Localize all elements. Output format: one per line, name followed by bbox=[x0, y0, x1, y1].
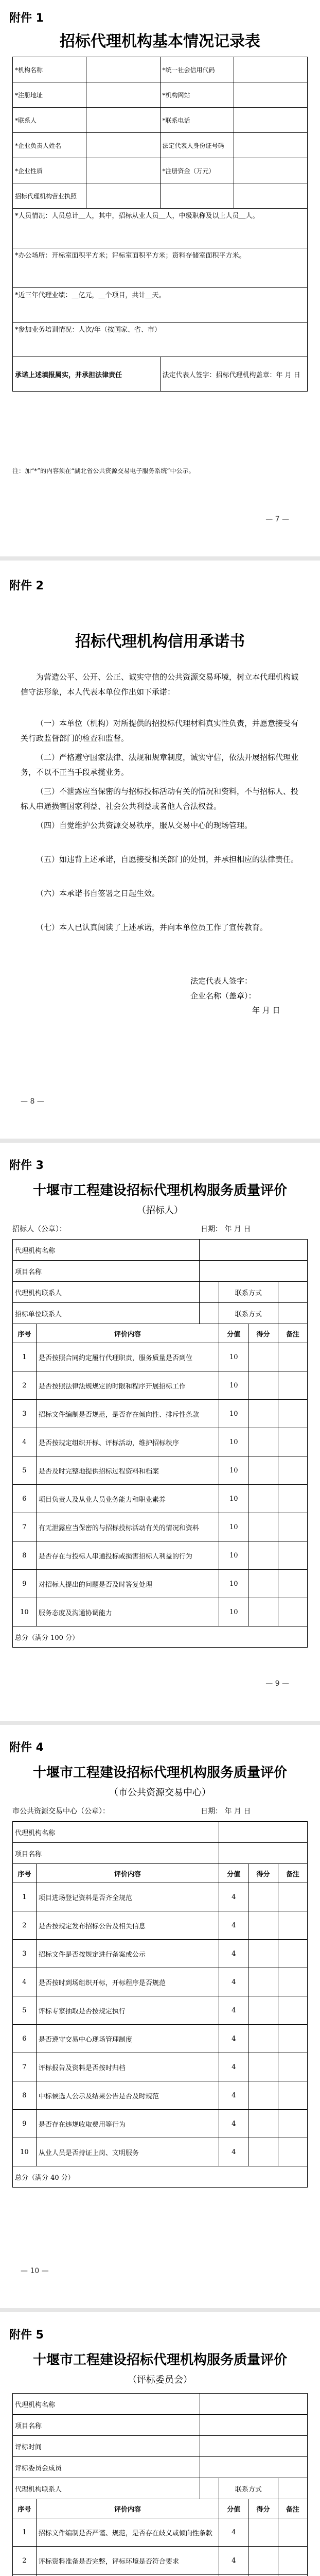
total-label: 总分（满分 100 分） bbox=[13, 1626, 308, 1648]
header-info-row bbox=[13, 2415, 308, 2436]
table-row bbox=[13, 2138, 308, 2166]
signature-line: 企业名称（盖章）： bbox=[190, 991, 256, 1001]
item-score-input[interactable] bbox=[248, 2025, 278, 2053]
page-title: 招标代理机构基本情况记录表 bbox=[60, 32, 260, 50]
annex-label: 附件 4 bbox=[9, 1741, 44, 1754]
annex-label: 附件 2 bbox=[9, 580, 44, 592]
field-value bbox=[200, 2415, 308, 2436]
item-number: 2 bbox=[13, 1371, 37, 1400]
column-header: 评价内容 bbox=[36, 2499, 219, 2518]
item-description: 是否按规定组织开标、评标活动，维护招标秩序 bbox=[36, 1428, 219, 1456]
item-number: 5 bbox=[13, 1456, 37, 1485]
item-remark[interactable] bbox=[278, 1428, 307, 1456]
table-row bbox=[13, 1911, 308, 1940]
item-number: 1 bbox=[13, 1343, 37, 1371]
item-score-input[interactable] bbox=[248, 1911, 278, 1940]
item-score-max: 4 bbox=[219, 2053, 248, 2081]
table-row bbox=[13, 1996, 308, 2025]
field-value bbox=[278, 2478, 307, 2499]
item-score-max: 4 bbox=[219, 1996, 248, 2025]
table-row bbox=[13, 1343, 308, 1371]
item-number: 5 bbox=[13, 1996, 37, 2025]
field-value bbox=[200, 2457, 308, 2478]
page-break bbox=[0, 2308, 320, 2312]
item-remark[interactable] bbox=[278, 1598, 307, 1626]
item-score-input[interactable] bbox=[248, 1883, 278, 1911]
table-row bbox=[13, 2053, 308, 2081]
table-row bbox=[13, 1400, 308, 1428]
commitment-paragraph: （四）自觉维护公共资源交易秩序，服从交易中心的现场管理。 bbox=[36, 821, 253, 830]
commitment-paragraph: （六）本承诺书自签署之日起生效。 bbox=[36, 889, 160, 898]
field-value bbox=[200, 2478, 219, 2499]
item-description: 招标文件是否按规定进行备案或公示 bbox=[36, 1940, 219, 1968]
column-header: 备注 bbox=[278, 2499, 307, 2518]
item-remark[interactable] bbox=[278, 1456, 307, 1485]
info-row bbox=[13, 57, 308, 82]
field-label: 项目名称 bbox=[13, 2415, 200, 2436]
commitment-paragraph: 为营造公平、公开、公正、诚实守信的公共资源交易环境，树立本代理机构诚信守法形象，本人代表本单位作出如下承诺： bbox=[21, 672, 299, 697]
field-label: *统一社会信用代码 bbox=[160, 57, 234, 82]
page-title: 十堰市工程建设招标代理机构服务质量评价 bbox=[32, 2352, 287, 2368]
item-score-max: 4 bbox=[219, 1883, 248, 1911]
item-remark[interactable] bbox=[278, 2547, 307, 2575]
field-value bbox=[234, 183, 307, 209]
commitment-paragraph: （五）如违背上述承诺，自愿接受相关部门的处罚，并承担相应的法律责任。 bbox=[36, 855, 299, 864]
item-score-max: 10 bbox=[219, 1371, 248, 1400]
item-number: 2 bbox=[13, 2547, 37, 2575]
item-number: 2 bbox=[13, 1911, 37, 1940]
header-info-row bbox=[13, 1843, 308, 1864]
item-description: 项目负责人及从业人员业务能力和职业素养 bbox=[36, 1485, 219, 1513]
item-score-max: 10 bbox=[219, 1485, 248, 1513]
item-description: 中标候选人公示及结果公告是否及时规范 bbox=[36, 2081, 219, 2110]
field-value bbox=[86, 183, 160, 209]
field-value bbox=[199, 1303, 219, 1324]
item-score-max: 10 bbox=[219, 1570, 248, 1598]
table-row bbox=[13, 1456, 308, 1485]
commitment-paragraph: （七）本人已认真阅读了上述承诺，并向本单位员工作了宣传教育。 bbox=[36, 923, 268, 932]
header-info-row bbox=[13, 1282, 308, 1303]
item-score-max: 10 bbox=[219, 1428, 248, 1456]
table-row bbox=[13, 2025, 308, 2053]
field-value bbox=[86, 133, 160, 158]
item-description: 是否按规定发布招标公告及相关信息 bbox=[36, 1911, 219, 1940]
training-cell: *参加业务培训情况：人次/年（按国家、省、市） bbox=[13, 323, 308, 357]
column-header: 分值 bbox=[219, 2499, 248, 2518]
item-description: 是否存在与投标人串通投标或损害招标人利益的行为 bbox=[36, 1541, 219, 1570]
item-score-input[interactable] bbox=[248, 2138, 278, 2166]
table-row bbox=[13, 1428, 308, 1456]
item-score-input[interactable] bbox=[248, 1400, 278, 1428]
item-description: 是否及时完整地提供招标过程资料和档案 bbox=[36, 1456, 219, 1485]
item-score-max: 4 bbox=[219, 2025, 248, 2053]
field-value bbox=[199, 1240, 307, 1261]
column-header-row bbox=[13, 1864, 308, 1883]
field-value bbox=[234, 82, 307, 108]
page-subtitle: （招标人） bbox=[137, 1205, 183, 1216]
item-score-max: 10 bbox=[219, 1513, 248, 1541]
commitment-paragraph: （三）不泄露应当保密的与招标投标活动有关的情况和资料，不与招标人、投标人串通损害国家利益、社会公共利益或者他人合法权益。 bbox=[21, 787, 299, 811]
field-label: *联系电话 bbox=[160, 108, 234, 133]
page-number: — 9 — bbox=[265, 1680, 289, 1688]
item-score-max: 4 bbox=[219, 2081, 248, 2110]
item-score-max: 4 bbox=[219, 2518, 248, 2547]
item-description: 服务态度及沟通协调能力 bbox=[36, 1598, 219, 1626]
item-score-input[interactable] bbox=[248, 1968, 278, 1996]
item-score-input[interactable] bbox=[248, 2518, 278, 2547]
table-row bbox=[13, 2081, 308, 2110]
item-number: 6 bbox=[13, 2025, 37, 2053]
page-title: 十堰市工程建设招标代理机构服务质量评价 bbox=[32, 1765, 287, 1781]
commitment-paragraph: （二）严格遵守国家法律、法规和规章制度，诚实守信，依法开展招标代理业务，不以不正当手段承揽业务。 bbox=[21, 753, 299, 777]
item-number: 8 bbox=[13, 1541, 37, 1570]
field-label: *机构网站 bbox=[160, 82, 234, 108]
column-header: 序号 bbox=[13, 1324, 37, 1343]
item-remark[interactable] bbox=[278, 1343, 307, 1371]
item-remark[interactable] bbox=[278, 1883, 307, 1911]
meta-left: 招标人（公章）： bbox=[12, 1225, 66, 1233]
table-row bbox=[13, 1598, 308, 1626]
item-number: 9 bbox=[13, 1570, 37, 1598]
item-score-input[interactable] bbox=[248, 1598, 278, 1626]
item-score-max: 10 bbox=[219, 1343, 248, 1371]
field-label: 评标委员会成员 bbox=[13, 2457, 200, 2478]
table-row bbox=[13, 1513, 308, 1541]
page-break bbox=[0, 1139, 320, 1143]
column-header: 得分 bbox=[248, 1324, 278, 1343]
item-score-input[interactable] bbox=[248, 1513, 278, 1541]
column-header: 得分 bbox=[248, 2499, 278, 2518]
item-number: 8 bbox=[13, 2081, 37, 2110]
table-row bbox=[13, 2110, 308, 2138]
item-description: 评标报告及资料是否按时归档 bbox=[36, 2053, 219, 2081]
field-label: 联系方式 bbox=[219, 1303, 278, 1324]
evaluation-table bbox=[12, 1239, 308, 1648]
page-subtitle: （市公共资源交易中心） bbox=[109, 1787, 211, 1798]
total-row bbox=[13, 1626, 308, 1648]
field-label: 项目名称 bbox=[13, 1843, 219, 1864]
item-description: 招标文件编制是否规范，是否存在倾向性、排斥性条款 bbox=[36, 1400, 219, 1428]
field-label: *注册地址 bbox=[13, 82, 86, 108]
field-value bbox=[234, 133, 307, 158]
meta-right: 日期： 年 月 日 bbox=[201, 1807, 251, 1816]
item-remark[interactable] bbox=[278, 1570, 307, 1598]
header-info-row bbox=[13, 2394, 308, 2415]
item-number: 9 bbox=[13, 2110, 37, 2138]
page-title: 招标代理机构信用承诺书 bbox=[75, 633, 245, 651]
page-break bbox=[0, 1721, 320, 1725]
item-number: 10 bbox=[13, 1598, 37, 1626]
annex-label: 附件 1 bbox=[9, 12, 44, 25]
commitment-cell: 承诺上述填报属实，并承担法律责任 bbox=[13, 357, 161, 392]
field-value bbox=[86, 108, 160, 133]
item-score-input[interactable] bbox=[248, 1485, 278, 1513]
item-remark[interactable] bbox=[278, 2110, 307, 2138]
item-description: 是否存在违规收取费用等行为 bbox=[36, 2110, 219, 2138]
item-remark[interactable] bbox=[278, 1400, 307, 1428]
table-row bbox=[13, 1541, 308, 1570]
field-value bbox=[200, 2436, 308, 2457]
column-header: 评价内容 bbox=[36, 1324, 219, 1343]
item-score-input[interactable] bbox=[248, 1428, 278, 1456]
item-number: 4 bbox=[13, 1968, 37, 1996]
item-score-input[interactable] bbox=[248, 1541, 278, 1570]
item-score-input[interactable] bbox=[248, 1940, 278, 1968]
item-number: 10 bbox=[13, 2138, 37, 2166]
meta-right: 日期： 年 月 日 bbox=[201, 1225, 251, 1233]
item-remark[interactable] bbox=[278, 2025, 307, 2053]
item-number: 3 bbox=[13, 1940, 37, 1968]
field-label: 代理机构名称 bbox=[13, 1240, 200, 1261]
annex-label: 附件 5 bbox=[9, 2329, 44, 2342]
page-subtitle: （评标委员会） bbox=[128, 2375, 192, 2385]
total-row bbox=[13, 2166, 308, 2188]
cases-cell: *近三年代理业绩：＿亿元，＿个项目，共计＿天。 bbox=[13, 288, 308, 323]
field-label: 代理机构名称 bbox=[13, 2394, 200, 2415]
item-description: 项目进场登记资料是否齐全规范 bbox=[36, 1883, 219, 1911]
item-score-input[interactable] bbox=[248, 1456, 278, 1485]
field-label: 招标代理机构营业执照 bbox=[13, 183, 86, 209]
info-row bbox=[13, 108, 308, 133]
item-number: 1 bbox=[13, 1883, 37, 1911]
info-row bbox=[13, 158, 308, 183]
commitment-paragraph: （一）本单位（机构）对所提供的招投标代理材料真实性负责，并愿意接受有关行政监督部门的检查和监督。 bbox=[21, 719, 299, 743]
item-score-max: 4 bbox=[219, 1968, 248, 1996]
item-remark[interactable] bbox=[278, 1541, 307, 1570]
field-label: 联系方式 bbox=[219, 2478, 278, 2499]
column-header: 序号 bbox=[13, 1864, 37, 1883]
table-row bbox=[13, 1371, 308, 1400]
item-description: 有无泄露应当保密的与招标投标活动有关的情况和资料 bbox=[36, 1513, 219, 1541]
field-value bbox=[234, 108, 307, 133]
item-score-input[interactable] bbox=[248, 1996, 278, 2025]
item-number: 4 bbox=[13, 1428, 37, 1456]
item-score-max: 10 bbox=[219, 1541, 248, 1570]
item-score-input[interactable] bbox=[248, 2053, 278, 2081]
table-row bbox=[13, 1968, 308, 1996]
item-score-max: 10 bbox=[219, 1400, 248, 1428]
item-score-input[interactable] bbox=[248, 2110, 278, 2138]
meta-left: 市公共资源交易中心（公章）： bbox=[12, 1807, 110, 1816]
signature-date: 年 月 日 bbox=[252, 1006, 280, 1015]
field-value bbox=[278, 1282, 307, 1303]
item-description: 招标文件编制是否严谨、规范，是否存在歧义或倾向性条款 bbox=[36, 2518, 219, 2547]
field-label: 评标时间 bbox=[13, 2436, 200, 2457]
header-info-row bbox=[13, 1261, 308, 1282]
item-remark[interactable] bbox=[278, 1940, 307, 1968]
item-remark[interactable] bbox=[278, 1513, 307, 1541]
page-number: — 8 — bbox=[21, 1097, 44, 1106]
header-info-row bbox=[13, 1240, 308, 1261]
field-label: 代理机构联系人 bbox=[13, 2478, 200, 2499]
item-score-max: 4 bbox=[219, 1940, 248, 1968]
page-title: 十堰市工程建设招标代理机构服务质量评价 bbox=[32, 1183, 287, 1198]
column-header: 得分 bbox=[248, 1864, 278, 1883]
item-remark[interactable] bbox=[278, 2138, 307, 2166]
field-label: 代理机构名称 bbox=[13, 1822, 219, 1843]
info-row bbox=[13, 133, 308, 158]
table-row bbox=[13, 1883, 308, 1911]
item-number: 1 bbox=[13, 2518, 37, 2547]
table-note: 注：加“*”的内容须在“湖北省公共资源交易电子服务系统”中公示。 bbox=[12, 467, 195, 474]
field-label: 招标单位联系人 bbox=[13, 1303, 200, 1324]
table-row bbox=[13, 1940, 308, 1968]
field-label: *企业负责人姓名 bbox=[13, 133, 86, 158]
field-label: 项目名称 bbox=[13, 1261, 200, 1282]
item-description: 是否按照合同约定履行代理职责，服务质量是否到位 bbox=[36, 1343, 219, 1371]
column-header: 备注 bbox=[278, 1864, 307, 1883]
total-label: 总分（满分 40 分） bbox=[13, 2166, 308, 2188]
page-number: — 7 — bbox=[265, 515, 289, 523]
evaluation-table bbox=[12, 1821, 308, 2188]
field-label: 法定代表人身份证号码 bbox=[160, 133, 234, 158]
column-header-row bbox=[13, 1324, 308, 1343]
column-header: 评价内容 bbox=[36, 1864, 219, 1883]
basic-info-table bbox=[12, 57, 308, 392]
field-value bbox=[234, 57, 307, 82]
header-info-row bbox=[13, 2457, 308, 2478]
signature-cell: 法定代表人签字：招标代理机构盖章：年 月 日 bbox=[160, 357, 308, 392]
item-remark[interactable] bbox=[278, 2053, 307, 2081]
field-label bbox=[160, 183, 234, 209]
field-value bbox=[86, 57, 160, 82]
table-row bbox=[13, 1570, 308, 1598]
item-score-max: 4 bbox=[219, 2138, 248, 2166]
item-description: 是否按照法律法规规定的时限和程序开展招标工作 bbox=[36, 1371, 219, 1400]
signature-line: 法定代表人签字： bbox=[190, 976, 253, 986]
header-info-row bbox=[13, 1822, 308, 1843]
info-row bbox=[13, 82, 308, 108]
item-number: 6 bbox=[13, 1485, 37, 1513]
field-label: *企业性质 bbox=[13, 158, 86, 183]
item-remark[interactable] bbox=[278, 1911, 307, 1940]
column-header: 分值 bbox=[219, 1324, 248, 1343]
field-value bbox=[86, 82, 160, 108]
item-score-max: 4 bbox=[219, 2547, 248, 2575]
item-score-max: 4 bbox=[219, 2110, 248, 2138]
item-score-input[interactable] bbox=[248, 1343, 278, 1371]
item-score-max: 10 bbox=[219, 1598, 248, 1626]
field-value bbox=[200, 2394, 308, 2415]
signature-block bbox=[190, 974, 280, 1018]
field-label: 代理机构联系人 bbox=[13, 1282, 200, 1303]
item-score-input[interactable] bbox=[248, 1371, 278, 1400]
item-remark[interactable] bbox=[278, 1968, 307, 1996]
item-score-max: 10 bbox=[219, 1456, 248, 1485]
field-value bbox=[199, 1261, 307, 1282]
column-header: 分值 bbox=[219, 1864, 248, 1883]
item-number: 3 bbox=[13, 1400, 37, 1428]
field-value bbox=[278, 1303, 307, 1324]
item-description: 是否按时到场组织开标，开标程序是否规范 bbox=[36, 1968, 219, 1996]
page-break bbox=[0, 556, 320, 561]
evaluation-table bbox=[12, 2393, 308, 2576]
field-value bbox=[219, 1843, 308, 1864]
column-header: 备注 bbox=[278, 1324, 307, 1343]
item-score-input[interactable] bbox=[248, 2547, 278, 2575]
header-info-row bbox=[13, 1303, 308, 1324]
item-remark[interactable] bbox=[278, 1371, 307, 1400]
page-number: — 10 — bbox=[21, 2267, 49, 2275]
office-cell: *办公场所：开标室面积平方米；评标室面积平方米；资料存储室面积平方米。 bbox=[13, 248, 308, 288]
item-remark[interactable] bbox=[278, 1485, 307, 1513]
annex-label: 附件 3 bbox=[9, 1159, 44, 1172]
info-row bbox=[13, 183, 308, 209]
item-number: 7 bbox=[13, 1513, 37, 1541]
field-label: *注册资金（万元） bbox=[160, 158, 234, 183]
table-row bbox=[13, 2518, 308, 2547]
field-label: *机构名称 bbox=[13, 57, 86, 82]
item-remark[interactable] bbox=[278, 2081, 307, 2110]
item-description: 评标专家抽取是否按规定执行 bbox=[36, 1996, 219, 2025]
field-value bbox=[86, 158, 160, 183]
field-value bbox=[219, 1822, 308, 1843]
field-label: 联系方式 bbox=[219, 1282, 278, 1303]
item-score-input[interactable] bbox=[248, 2081, 278, 2110]
table-row bbox=[13, 2547, 308, 2575]
table-row bbox=[13, 1485, 308, 1513]
item-remark[interactable] bbox=[278, 2518, 307, 2547]
header-info-row bbox=[13, 2436, 308, 2457]
item-description: 评标资料准备是否完整，评标环境是否符合要求 bbox=[36, 2547, 219, 2575]
item-description: 对招标人提出的问题是否及时答复处理 bbox=[36, 1570, 219, 1598]
field-value bbox=[234, 158, 307, 183]
field-label: *联系人 bbox=[13, 108, 86, 133]
item-description: 从业人员是否持证上岗、文明服务 bbox=[36, 2138, 219, 2166]
field-value bbox=[199, 1282, 219, 1303]
staff-cell: *人员情况：人员总计＿人，其中，招标从业人员＿人，中级职称及以上人员＿人。 bbox=[13, 209, 308, 248]
header-info-row bbox=[13, 2478, 308, 2499]
item-remark[interactable] bbox=[278, 1996, 307, 2025]
item-score-input[interactable] bbox=[248, 1570, 278, 1598]
item-score-max: 4 bbox=[219, 1911, 248, 1940]
column-header: 序号 bbox=[13, 2499, 37, 2518]
item-description: 是否遵守交易中心现场管理制度 bbox=[36, 2025, 219, 2053]
column-header-row bbox=[13, 2499, 308, 2518]
item-number: 7 bbox=[13, 2053, 37, 2081]
